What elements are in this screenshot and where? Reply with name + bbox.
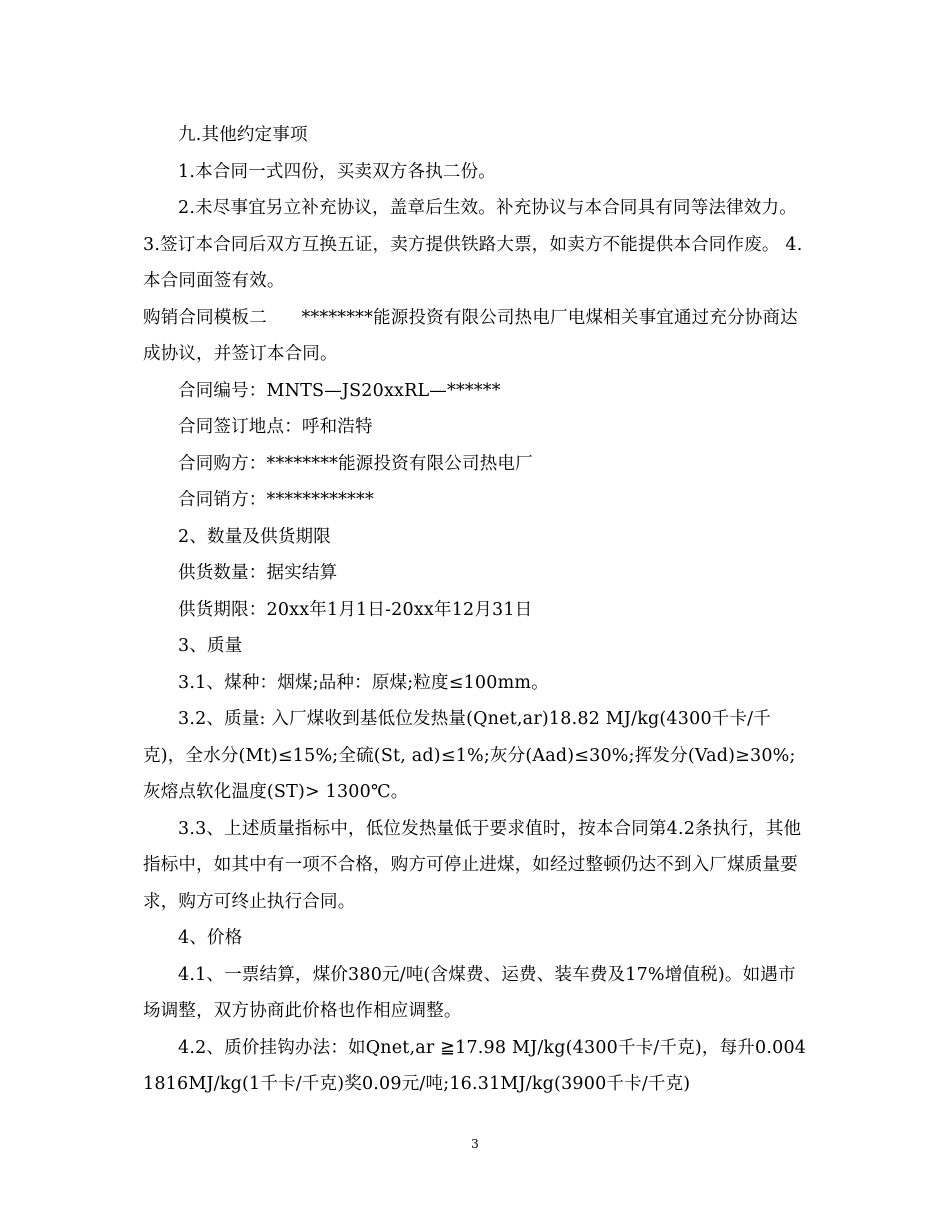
paragraph-clause-4-2: 4.2、质价挂钩办法：如Qnet,ar ≧17.98 MJ/kg(4300千卡/千克)，每升0.0041816MJ/kg(1千卡/千克)奖0.09元/吨;16.31MJ/kg(3900千卡/千克) [143, 1037, 807, 1094]
paragraph-section-2-heading: 2、数量及供货期限 [178, 526, 331, 547]
paragraph-clause-3-2: 3.2、质量: 入厂煤收到基低位发热量(Qnet,ar)18.82 MJ/kg(4300千卡/千克)，全水分(Mt)≤15%;全硫(St, ad)≤1%;灰分(Aad)≤30%;挥发分(Vad)≥30%;灰熔点软化温度(ST)> 1300℃。 [143, 709, 796, 802]
paragraph-buyer: 合同购方：********能源投资有限公司热电厂 [178, 453, 533, 474]
document-body [143, 117, 808, 1103]
paragraph-supply-quantity: 供货数量：据实结算 [178, 563, 338, 583]
paragraph-clause-3-1: 3.1、煤种：烟煤;品种：原煤;粒度≤100mm。 [178, 672, 549, 693]
paragraph-clause-4-1: 4.1、一票结算，煤价380元/吨(含煤费、运费、装车费及17%增值税)。如遇市场调整，双方协商此价格也作相应调整。 [143, 964, 796, 1021]
paragraph-clause-9-2: 2.未尽事宜另立补充协议，盖章后生效。补充协议与本合同具有同等法律效力。 3.签订本合同后双方互换五证，卖方提供铁路大票，如卖方不能提供本合同作废。 4.本合同面签有效。 [143, 198, 803, 291]
paragraph-contract-number: 合同编号：MNTS—JS20xxRL—****** [178, 380, 501, 401]
paragraph-section-9-heading: 九.其他约定事项 [178, 125, 308, 145]
paragraph-supply-period: 供货期限：20xx年1月1日-20xx年12月31日 [178, 599, 533, 620]
paragraph-signing-location: 合同签订地点：呼和浩特 [178, 417, 373, 437]
paragraph-template-two-intro: 购销合同模板二 ********能源投资有限公司热电厂电煤相关事宜通过充分协商达成协议，并签订本合同。 [143, 307, 798, 364]
page-number: 3 [471, 1137, 479, 1151]
paragraph-seller: 合同销方：************ [178, 490, 374, 510]
paragraph-clause-9-1: 1.本合同一式四份，买卖双方各执二份。 [178, 161, 496, 182]
paragraph-section-4-heading: 4、价格 [178, 928, 243, 948]
paragraph-section-3-heading: 3、质量 [178, 636, 243, 656]
paragraph-clause-3-3: 3.3、上述质量指标中，低位发热量低于要求值时，按本合同第4.2条执行，其他指标中，如其中有一项不合格，购方可停止进煤，如经过整顿仍达不到入厂煤质量要求，购方可终止执行合同。 [143, 818, 802, 912]
